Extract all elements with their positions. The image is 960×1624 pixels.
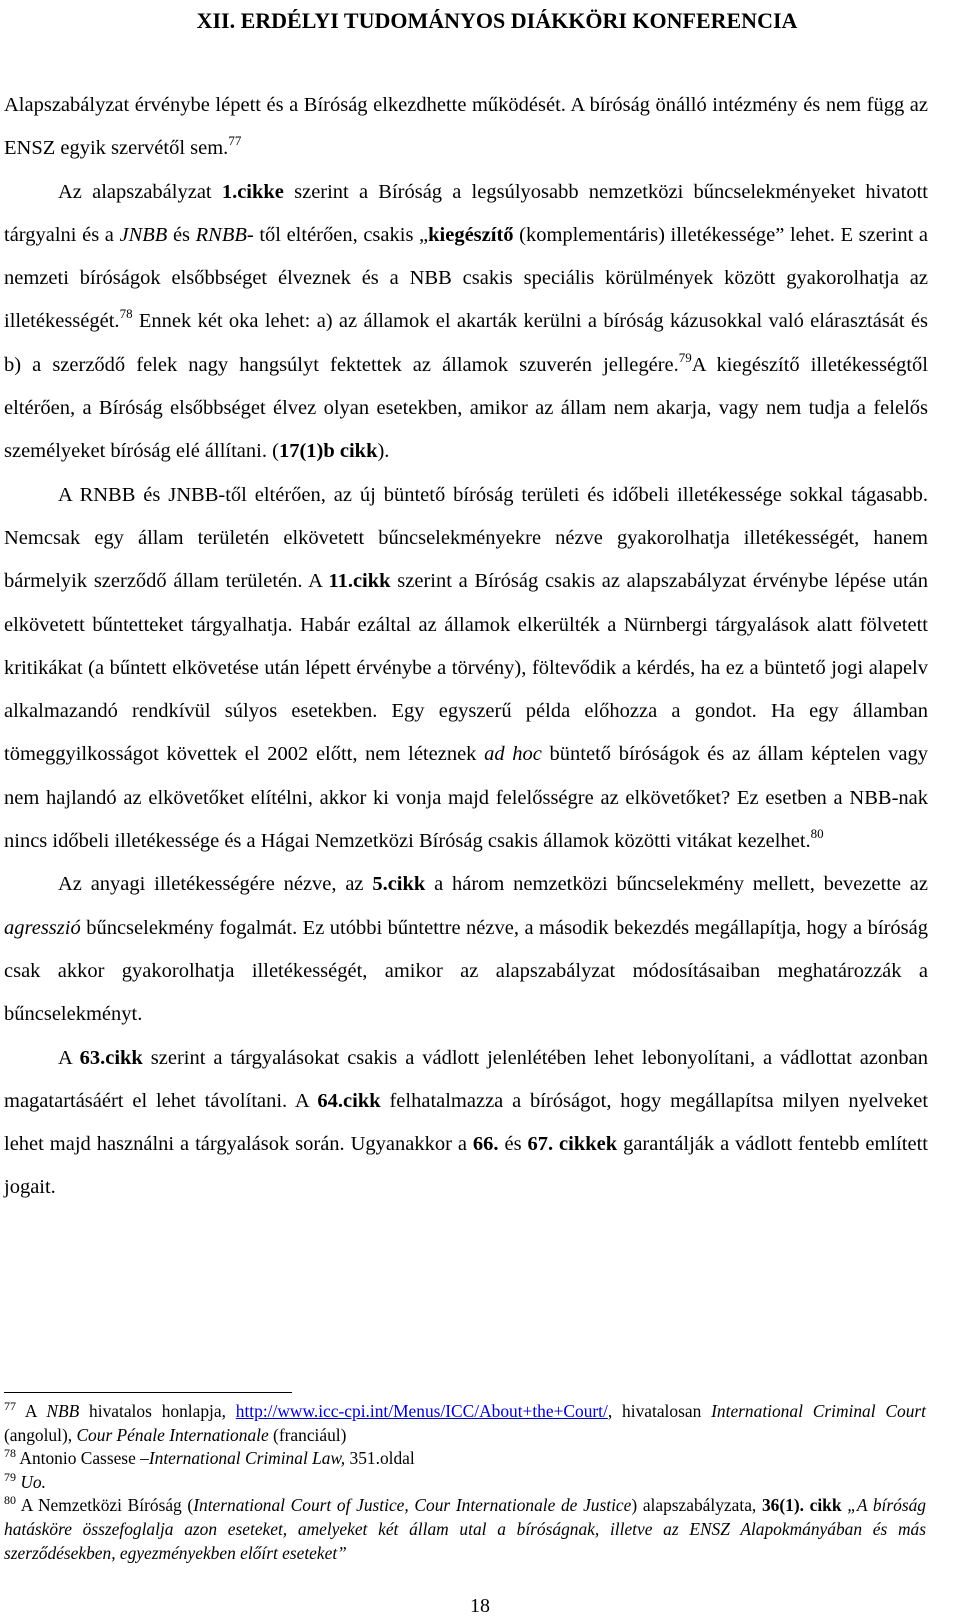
paragraph: A 63.cikk szerint a tárgyalásokat csakis a vádlott jelenlétében lehet lebonyolítani, a vádlottat azonban magatartásáért el lehet távolítani. A 64.cikk felhatalmazza a bíróságot, hogy megállapítsa milyen nyelveket lehet majd használni a tárgyalások során. Ugyanakkor a 66. és 67. cikkek garantálják a vádlott fentebb említett jogait. [4, 1046, 929, 1199]
paragraph: Az anyagi illetékességére nézve, az 5.cikk a három nemzetközi bűncselekmény mellett, bevezette az agresszió bűncselekmény fogalmát. Ez utóbbi bűntettre nézve, a második bekezdés megállapítja, hogy a bíróság csak akkor gyakorolhatja illetékességét, amikor az alapszabályzat módosításaiban meghatározzák a bűncselekményt. [4, 873, 929, 1026]
footnotes [4, 1400, 926, 1565]
paragraph: Az alapszabályzat 1.cikke szerint a Bíróság a legsúlyosabb nemzetközi bűncselekményeket hivatott tárgyalni és a JNBB és RNBB- től eltérően, csakis „kiegészítő (komplementáris) illetékessége” lehet. E szerint a nemzeti bíróságok elsőbbséget élveznek és a NBB csakis speciális körülmények között gyakorolhatja az illetékességét.$^{78}$ Ennek két oka lehet: a) az államok el akarták kerülni a bíróság kázusokkal való elárasztását és b) a szerződő felek nagy hangsúlyt fektettek az államok szuverén jellegére.$^{79}$A kiegészítő illetékességtől eltérően, a Bíróság elsőbbséget élvez olyan esetekben, amikor az állam nem akarja, vagy nem tudja a felelős személyeket bíróság elé állítani. (17(1)b cikk). [4, 180, 929, 463]
paragraph: A RNBB és JNBB-től eltérően, az új büntető bíróság területi és időbeli illetékessége sokkal tágasabb. Nemcsak egy állam területén elkövetett bűncselekményekre nézve gyakorolhatja illetékességét, hanem bármelyik szerződő állam területén. A 11.cikk szerint a Bíróság csakis az alapszabályzat érvénybe lépése után elkövetett bűntetteket tárgyalhatja. Habár ezáltal az államok elkerülték a Nürnbergi tárgyalások alatt fölvetett kritikákat (a bűntett elkövetése után lépett érvénybe a törvény), föltevődik a kérdés, ha ez a büntető jogi alapelv alkalmazandó rendkívül súlyos esetekben. Egy egyszerű példa előhozza a gondot. Ha egy államban tömeggyilkosságot követtek el 2002 előtt, nem léteznek ad hoc büntető bíróságok és az állam képtelen vagy nem hajlandó az elkövetőket elítélni, akkor ki vonja majd felelősségre az elkövetőket? Ez esetben a NBB-nak nincs időbeli illetékessége és a Hágai Nemzetközi Bíróság csakis államok közötti vitákat kezelhet.$^{80}$ [4, 483, 929, 853]
page-header: XII. ERDÉLYI TUDOMÁNYOS DIÁKKÖRI KONFERENCIA [196, 8, 798, 33]
footnote-ref[interactable]: 77 [228, 133, 242, 149]
footnote-separator [4, 1392, 292, 1393]
footnote-link[interactable]: http://www.icc-cpi.int/Menus/ICC/About+the+Court/ [235, 1401, 608, 1421]
footnote-ref[interactable]: 78 [119, 306, 133, 322]
footnote-ref[interactable]: 79 [678, 349, 692, 365]
page-number: 18 [470, 1595, 490, 1617]
footnote: $^{78}$ Antonio Cassese –International Criminal Law, 351.oldal [4, 1446, 415, 1469]
footnote: $^{77}$ A NBB hivatalos honlapja, http://www.icc-cpi.int/Menus/ICC/About+the+Court/, hivatalosan International Criminal Court (angolul), Cour Pénale Internationale (franciául) [4, 1399, 927, 1445]
footnote-ref[interactable]: 80 [810, 826, 824, 842]
paragraph: Alapszabályzat érvénybe lépett és a Bíróság elkezdhette működését. A bíróság önálló intézmény és nem függ az ENSZ egyik szervétől sem.$^{77}$ [4, 94, 928, 160]
body-text [4, 84, 928, 1210]
footnote: $^{80}$ A Nemzetközi Bíróság (International Court of Justice, Cour Internationale de Justice) alapszabályzata, 36(1). cikk „A bíróság hatásköre összefoglalja azon eseteket, amelyeket két állam utal a bíróságnak, illetve az ENSZ Alapokmányában és más szerződésekben, egyezményekben előírt eseteket” [4, 1493, 926, 1563]
footnote: $^{79}$ Uo. [4, 1469, 46, 1492]
